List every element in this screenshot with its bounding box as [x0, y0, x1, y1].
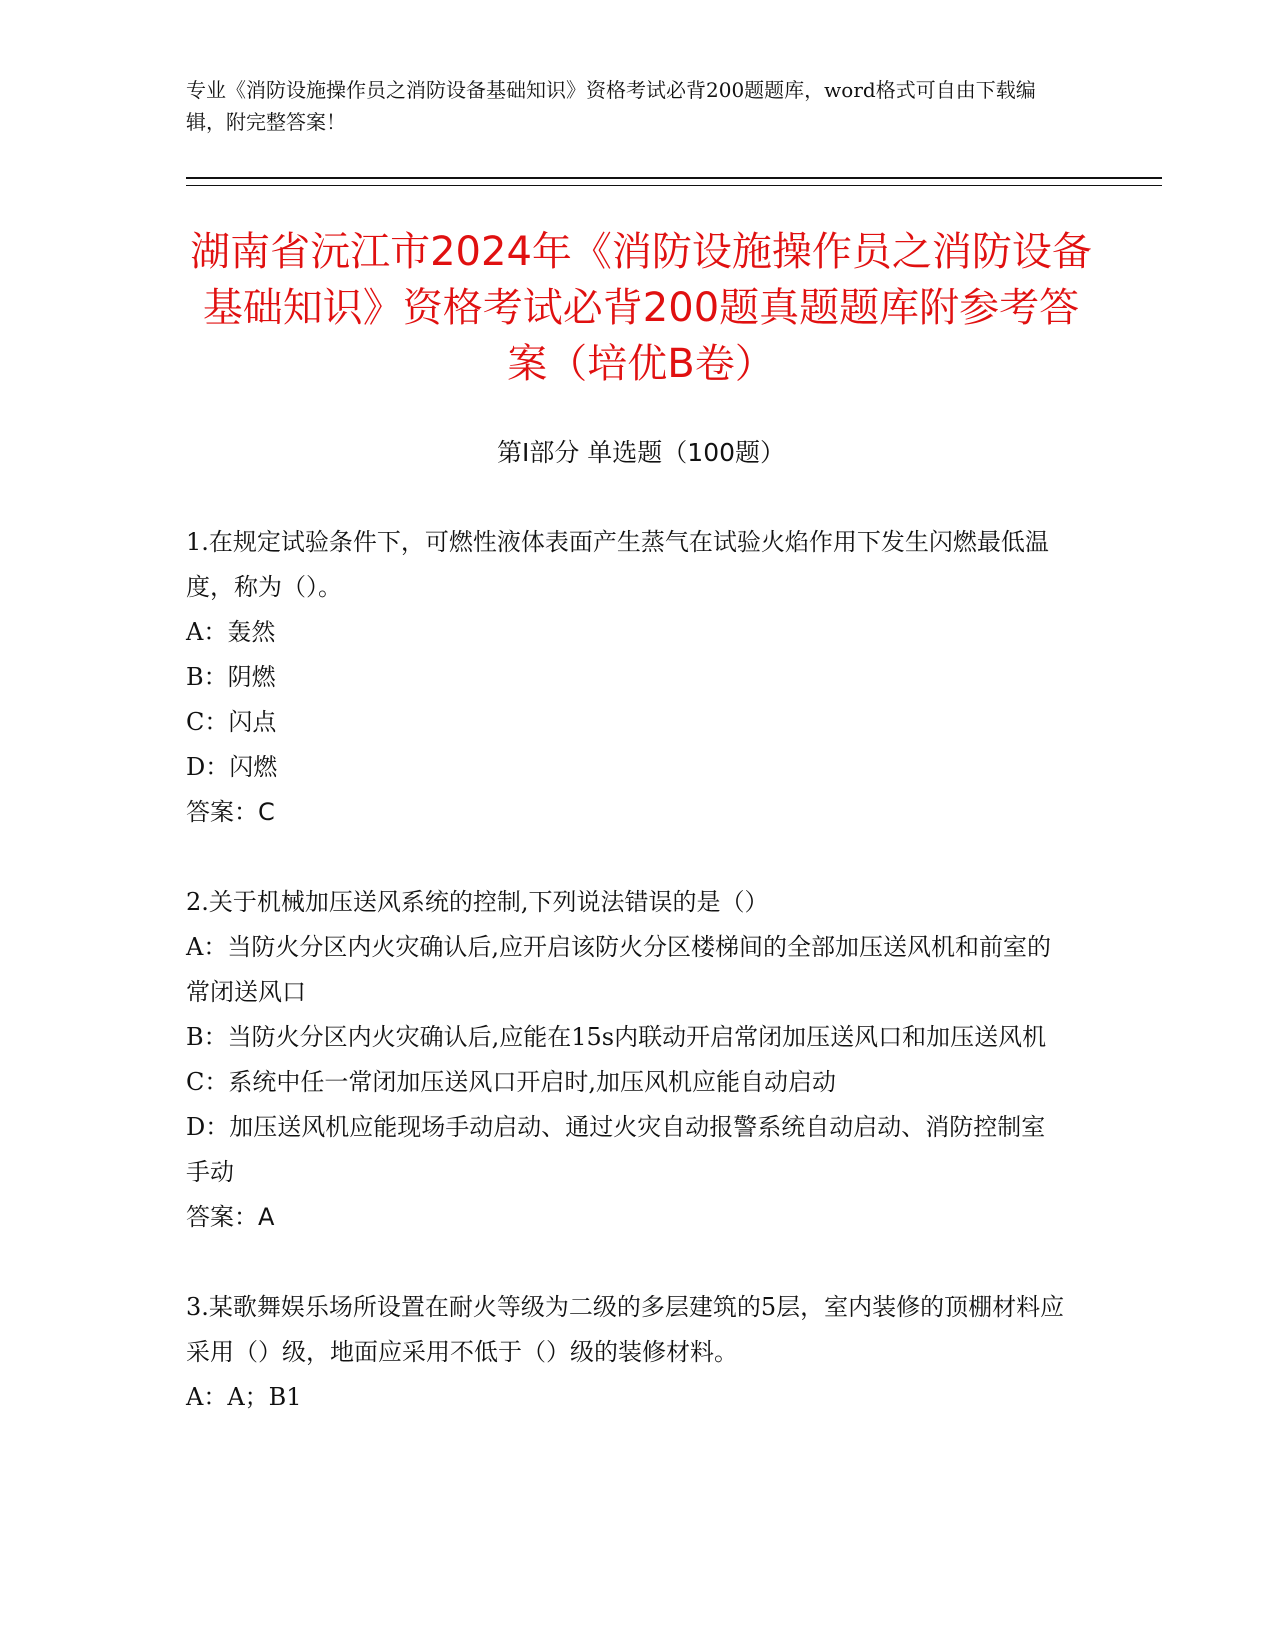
answer: 答案：C: [186, 798, 275, 826]
option-a: A：当防火分区内火灾确认后,应开启该防火分区楼梯间的全部加压送风机和前室的常闭送风口: [186, 933, 1051, 1006]
document-title: 湖南省沅江市2024年《消防设施操作员之消防设备基础知识》资格考试必背200题真题题库附参考答案（培优B卷）: [190, 229, 1092, 387]
header-divider-thick: [186, 177, 1162, 179]
question-3: [186, 1285, 1066, 1420]
question-stem: 2.关于机械加压送风系统的控制,下列说法错误的是（）: [186, 888, 769, 916]
question-stem: 3.某歌舞娱乐场所设置在耐火等级为二级的多层建筑的5层，室内装修的顶棚材料应采用（）级，地面应采用不低于（）级的装修材料。: [186, 1293, 1065, 1366]
option-c: C：闪点: [186, 708, 277, 736]
question-1: [186, 520, 1066, 835]
option-d: D：闪燃: [186, 753, 278, 781]
answer: 答案：A: [186, 1203, 275, 1231]
option-d: D：加压送风机应能现场手动启动、通过火灾自动报警系统自动启动、消防控制室手动: [186, 1113, 1046, 1186]
question-2: [186, 880, 1066, 1240]
question-stem: 1.在规定试验条件下，可燃性液体表面产生蒸气在试验火焰作用下发生闪燃最低温度，称为（）。: [186, 528, 1049, 601]
header-divider-thin: [186, 185, 1162, 186]
option-a: A：A；B1: [186, 1383, 302, 1411]
option-b: B：阴燃: [186, 663, 276, 691]
section-heading: 第I部分 单选题（100题）: [496, 438, 786, 467]
option-c: C：系统中任一常闭加压送风口开启时,加压风机应能自动启动: [186, 1068, 836, 1096]
question-list: [186, 520, 1066, 1465]
option-b: B：当防火分区内火灾确认后,应能在15s内联动开启常闭加压送风口和加压送风机: [186, 1023, 1047, 1051]
option-a: A：轰然: [186, 618, 276, 646]
header-note: 专业《消防设施操作员之消防设备基础知识》资格考试必背200题题库，word格式可自由下载编辑，附完整答案！: [186, 78, 1036, 134]
